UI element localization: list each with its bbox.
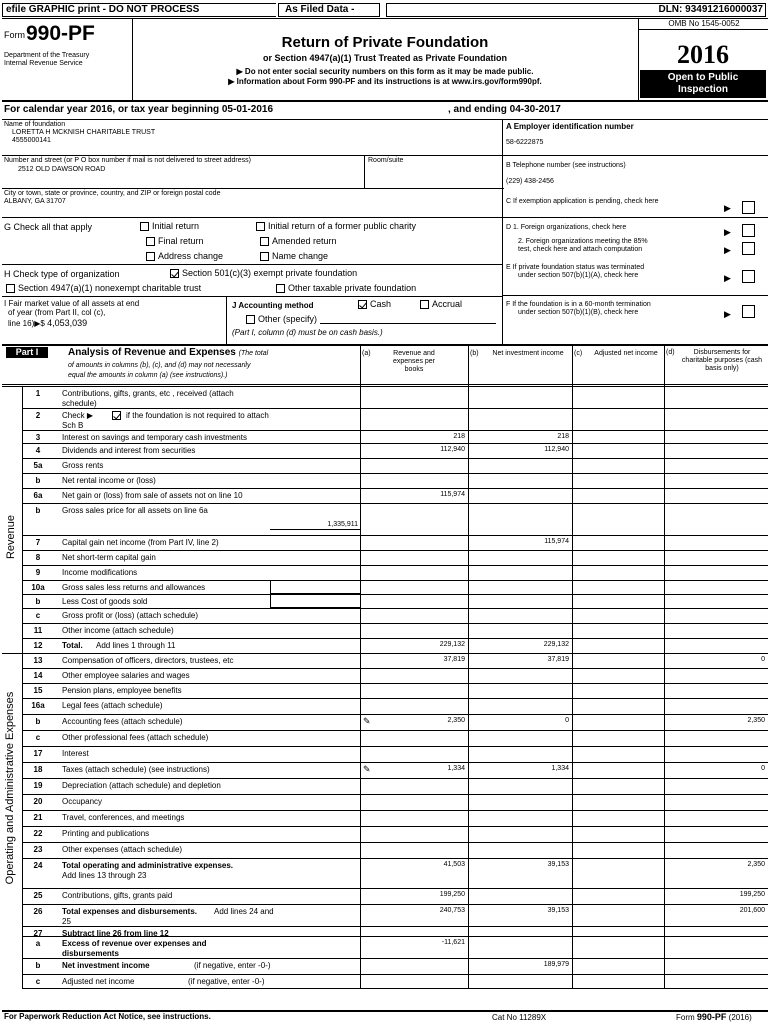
footer-cat: Cat No 11289X — [492, 1013, 547, 1022]
note-ssn: ▶ Do not enter social security numbers on this form as it may be made public. — [236, 67, 534, 76]
gross-sales-value: 1,335,911 — [327, 521, 358, 528]
j-cash-option[interactable]: Cash — [358, 299, 391, 309]
line-description: Other professional fees (attach schedule) — [62, 733, 209, 742]
footer-form: Form 990-PF (2016) — [676, 1012, 752, 1022]
checkbox-c[interactable] — [742, 201, 755, 214]
e-label-2: under section 507(b)(1)(A), check here — [518, 272, 639, 279]
col-b-value: 115,974 — [544, 538, 569, 545]
calendar-year-line: For calendar year 2016, or tax year beginning 05-01-2016 — [4, 104, 274, 115]
col-d-value: 2,350 — [747, 717, 765, 724]
line-description-rest: (if negative, enter -0-) — [194, 961, 271, 970]
col-b-header: (b) Net investment income — [470, 350, 564, 357]
foundation-name: LORETTA H MCKNISH CHARITABLE TRUST — [12, 129, 156, 136]
checkbox-checked-icon — [170, 269, 179, 278]
line-description: Dividends and interest from securities — [62, 446, 196, 455]
col-d-value: 0 — [761, 765, 765, 772]
line-description: Other income (attach schedule) — [62, 626, 174, 635]
line-number: 2 — [35, 411, 41, 420]
g-initial-return[interactable]: Initial return — [140, 221, 199, 231]
col-d-value: 2,350 — [747, 861, 765, 868]
line-description: Gross profit or (loss) (attach schedule) — [62, 611, 199, 620]
g-amended-return[interactable]: Amended return — [260, 236, 337, 246]
fmv-value: 4,053,039 — [47, 318, 88, 328]
line-number: c — [35, 611, 41, 620]
name-label: Name of foundation — [4, 121, 66, 128]
h-501c3-option[interactable]: Section 501(c)(3) exempt private foundation — [170, 268, 357, 278]
line-description-cont: Sch B — [62, 421, 84, 430]
line-number: a — [35, 939, 41, 948]
col-d-value: 201,600 — [739, 907, 765, 914]
d2-label-2: test, check here and attach computation — [518, 246, 643, 253]
section-rule — [2, 653, 22, 654]
col-b-value: 39,153 — [547, 861, 569, 868]
line-description: Net rental income or (loss) — [62, 476, 156, 485]
part1-title: Analysis of Revenue and Expenses (The total — [68, 347, 269, 358]
row-rule — [22, 550, 768, 551]
banner-left: efile GRAPHIC print - DO NOT PROCESS — [6, 4, 200, 15]
checkbox-icon — [260, 237, 269, 246]
f-label-2: under section 507(b)(1)(B), check here — [518, 309, 639, 316]
col-b-value: 39,153 — [547, 907, 569, 914]
row-rule — [22, 623, 768, 624]
g-final-return[interactable]: Final return — [146, 236, 204, 246]
checkbox-icon — [140, 222, 149, 231]
row-rule — [22, 503, 768, 504]
row-rule — [22, 904, 768, 905]
note-info[interactable]: ▶ Information about Form 990-PF and its instructions is at www.irs.gov/form990pf. — [228, 77, 542, 86]
line-description: Gross sales less returns and allowances — [62, 583, 206, 592]
checkbox-line2[interactable] — [112, 411, 121, 420]
line-description: Adjusted net income — [62, 977, 135, 986]
line-number: 15 — [33, 686, 43, 695]
line-description: Gross rents — [62, 461, 104, 470]
checkbox-icon — [260, 252, 269, 261]
room-label: Room/suite — [368, 157, 404, 164]
arrow-f: ▶ — [724, 309, 731, 319]
col-d-value: 199,250 — [739, 891, 765, 898]
col-a-value: 115,974 — [440, 491, 465, 498]
line-description: Occupancy — [62, 797, 103, 806]
line-description: Interest on savings and temporary cash investments — [62, 433, 247, 442]
line-number: 14 — [33, 671, 43, 680]
line-number: 11 — [33, 626, 43, 635]
checkbox-icon — [246, 315, 255, 324]
line-number: 13 — [33, 656, 43, 665]
col-a-value: 1,334 — [447, 765, 465, 772]
banner-mid: As Filed Data - — [278, 3, 380, 17]
attachment-icon[interactable]: ✎ — [363, 764, 371, 774]
g-name-change[interactable]: Name change — [260, 251, 328, 261]
line-number: 22 — [33, 829, 43, 838]
g-address-change[interactable]: Address change — [146, 251, 223, 261]
line-description-cont: disbursements — [62, 949, 119, 958]
row-rule — [22, 668, 768, 669]
city-label: City or town, state or province, country, and ZIP or foreign postal code — [4, 190, 221, 197]
part1-sub-2: of amounts in columns (b), (c), and (d) may not necessarily — [68, 362, 251, 369]
col-b-value: 218 — [557, 433, 569, 440]
row-rule — [22, 608, 768, 609]
line-description: Other employee salaries and wages — [62, 671, 190, 680]
line-number: b — [35, 717, 41, 726]
line-number: 16a — [31, 701, 45, 710]
arrow-c: ▶ — [724, 203, 731, 213]
line-description: Taxes (attach schedule) (see instructions) — [62, 765, 210, 774]
col-rule — [360, 344, 361, 988]
arrow-e: ▶ — [724, 273, 731, 283]
line-number: b — [35, 961, 41, 970]
line2-text: if the foundation is not required to attach — [126, 411, 269, 420]
col-a-value: 240,753 — [439, 907, 465, 914]
line-description-cont: Add lines 13 through 23 — [62, 871, 147, 880]
g-label: G Check all that apply — [4, 222, 93, 232]
line-number: 23 — [33, 845, 43, 854]
line-description: Accounting fees (attach schedule) — [62, 717, 183, 726]
section-rule — [2, 386, 22, 387]
row-rule — [22, 535, 768, 536]
line-number: 4 — [35, 446, 41, 455]
checkbox-checked-icon — [358, 300, 367, 309]
row-rule — [22, 698, 768, 699]
checkbox-icon — [146, 237, 155, 246]
side-rule — [22, 386, 23, 988]
line-description: Subtract line 26 from line 12 — [62, 929, 169, 938]
line-number: 8 — [35, 553, 41, 562]
checkbox-icon — [420, 300, 429, 309]
line-description: Net investment income — [62, 961, 150, 970]
line-number: b — [35, 597, 41, 606]
line-description: Depreciation (attach schedule) and depletion — [62, 781, 221, 790]
line-description: Printing and publications — [62, 829, 150, 838]
row-rule — [22, 683, 768, 684]
part1-sub-3: equal the amounts in column (a) (see instructions).) — [68, 372, 228, 379]
line-description-rest: (if negative, enter -0-) — [188, 977, 265, 986]
line-number: 1 — [35, 389, 41, 398]
line-description: Interest — [62, 749, 89, 758]
banner-right: DLN: 93491216000037 — [386, 3, 766, 17]
col-a-value: 41,503 — [443, 861, 465, 868]
row-rule — [22, 858, 768, 859]
checkbox-d1[interactable] — [742, 224, 755, 237]
line-number: 5a — [33, 461, 43, 470]
row-rule — [22, 778, 768, 779]
line-description-rest: Add lines 24 and — [214, 907, 274, 916]
line-description: Total. — [62, 641, 83, 650]
checkbox-f[interactable] — [742, 305, 755, 318]
col-a-value: 199,250 — [439, 891, 465, 898]
col-b-value: 229,132 — [543, 641, 569, 648]
row-rule — [22, 408, 768, 409]
col-b-value: 0 — [565, 717, 569, 724]
line-description-rest: Add lines 1 through 11 — [96, 641, 176, 650]
inner-rule — [270, 529, 360, 530]
row-rule — [22, 810, 768, 811]
line-description: Other expenses (attach schedule) — [62, 845, 183, 854]
row-rule — [22, 488, 768, 489]
col-a-value: 218 — [453, 433, 465, 440]
col-a-value: 37,819 — [443, 656, 465, 663]
col-rule — [572, 344, 573, 988]
part1-tag: Part I — [6, 347, 48, 358]
foundation-id: 4555000141 — [12, 137, 51, 144]
d2-label-1: 2. Foreign organizations meeting the 85% — [518, 238, 648, 245]
form-label: Form — [4, 30, 25, 40]
row-rule — [22, 730, 768, 731]
col-b-value: 37,819 — [547, 656, 569, 663]
inner-rule — [270, 594, 271, 608]
footer-paperwork: For Paperwork Reduction Act Notice, see instructions. — [4, 1012, 211, 1021]
line-description: Legal fees (attach schedule) — [62, 701, 163, 710]
col-b-value: 189,979 — [543, 961, 569, 968]
attachment-icon[interactable]: ✎ — [363, 716, 371, 726]
j-label: J Accounting method — [232, 301, 314, 310]
row-rule — [22, 762, 768, 763]
row-rule — [22, 842, 768, 843]
row-rule — [22, 580, 768, 581]
header-rule — [2, 384, 768, 385]
form-number: 990-PF — [26, 22, 95, 45]
line-number: 19 — [33, 781, 43, 790]
line-description: Compensation of officers, directors, trustees, etc — [62, 656, 234, 665]
col-a-header: (a) Revenue and expenses per books — [362, 350, 436, 373]
dept-line-2: Internal Revenue Service — [4, 60, 83, 67]
line-number: 20 — [33, 797, 43, 806]
col-a-value: 2,350 — [447, 717, 465, 724]
line-description: Contributions, gifts, grants paid — [62, 891, 173, 900]
phone-label: B Telephone number (see instructions) — [506, 162, 626, 169]
row-rule — [22, 653, 768, 654]
line-description: Travel, conferences, and meetings — [62, 813, 185, 822]
line-number: 21 — [33, 813, 43, 822]
line-number: 26 — [33, 907, 43, 916]
line-description: Net gain or (loss) from sale of assets not on line 10 — [62, 491, 243, 500]
open-line-1: Open to Public — [667, 72, 739, 83]
e-label-1: E If private foundation status was terminated — [506, 264, 645, 271]
line-number: 9 — [35, 568, 41, 577]
i-label-2: of year (from Part II, col (c), — [8, 308, 106, 317]
line-description: Net short-term capital gain — [62, 553, 156, 562]
arrow-d1: ▶ — [724, 227, 731, 237]
line-number: 12 — [33, 641, 43, 650]
i-label-1: I Fair market value of all assets at end — [4, 299, 140, 308]
col-b-value: 1,334 — [551, 765, 569, 772]
col-rule — [664, 344, 665, 988]
checkbox-icon — [146, 252, 155, 261]
open-line-2: Inspection — [677, 84, 728, 95]
line-number: c — [35, 977, 41, 986]
form-subtitle: or Section 4947(a)(1) Trust Treated as Private Foundation — [262, 53, 508, 63]
line-description: Gross sales price for all assets on line 6a — [62, 506, 208, 515]
line-number: 27 — [33, 929, 43, 938]
d1-label: D 1. Foreign organizations, check here — [506, 224, 627, 231]
form-title: Return of Private Foundation — [281, 34, 489, 51]
col-a-value: 112,940 — [440, 446, 465, 453]
row-rule — [22, 826, 768, 827]
calendar-ending: , and ending 04-30-2017 — [448, 104, 561, 115]
line-number: c — [35, 733, 41, 742]
row-rule — [22, 888, 768, 889]
line-description: Excess of revenue over expenses and — [62, 939, 207, 948]
h-other-taxable-option[interactable]: Other taxable private foundation — [276, 283, 416, 293]
line-number: 7 — [35, 538, 41, 547]
revenue-side-label: Revenue — [5, 514, 17, 560]
row-rule — [22, 565, 768, 566]
col-d-value: 0 — [761, 656, 765, 663]
line-number: 3 — [35, 433, 41, 442]
col-d-header: (d) Disbursements for charitable purposes (cash basis only) — [666, 349, 763, 372]
line-number: 25 — [33, 891, 43, 900]
checkbox-icon — [256, 222, 265, 231]
line-description-cont: 25 — [62, 917, 71, 926]
row-rule — [22, 936, 768, 937]
street-label: Number and street (or P O box number if mail is not delivered to street address) — [4, 157, 251, 164]
arrow-d2: ▶ — [724, 245, 731, 255]
row-rule — [22, 974, 768, 975]
col-rule — [468, 344, 469, 988]
line-number: 18 — [33, 765, 43, 774]
row-rule — [22, 638, 768, 639]
ein-label: A Employer identification number — [506, 122, 634, 131]
line-description: Less Cost of goods sold — [62, 597, 148, 606]
checkbox-icon — [6, 284, 15, 293]
j-other-option[interactable]: Other (specify) — [246, 314, 317, 324]
h-label: H Check type of organization — [4, 269, 120, 279]
line-number: 24 — [33, 861, 43, 870]
f-label-1: F If the foundation is in a 60-month termination — [506, 301, 651, 308]
row-rule — [22, 794, 768, 795]
dept-line-1: Department of the Treasury — [4, 52, 90, 59]
col-b-value: 112,940 — [544, 446, 569, 453]
checkbox-d2[interactable] — [742, 242, 755, 255]
row-rule — [22, 473, 768, 474]
line-number: 17 — [33, 749, 43, 758]
omb-number: OMB No 1545-0052 — [668, 19, 740, 28]
j-note: (Part I, column (d) must be on cash basis.) — [232, 328, 383, 337]
row-rule — [22, 746, 768, 747]
row-rule — [22, 430, 768, 431]
line-number: b — [35, 476, 41, 485]
street-value: 2512 OLD DAWSON ROAD — [18, 166, 106, 173]
banner-box — [2, 3, 276, 17]
phone-value: (229) 438-2456 — [506, 178, 554, 185]
row-rule — [22, 714, 768, 715]
col-c-header: (c) Adjusted net income — [574, 350, 658, 357]
row-rule — [22, 458, 768, 459]
line-description: Check ▶ — [62, 411, 94, 420]
city-value: ALBANY, GA 31707 — [4, 198, 66, 205]
tax-year: 2016 — [677, 40, 729, 69]
row-rule — [22, 988, 768, 989]
checkbox-icon — [276, 284, 285, 293]
line-description-cont: schedule) — [62, 399, 97, 408]
line-description: Capital gain net income (from Part IV, line 2) — [62, 538, 219, 547]
row-rule — [22, 594, 768, 595]
line-description: Total expenses and disbursements. — [62, 907, 198, 916]
line-description: Income modifications — [62, 568, 138, 577]
row-rule — [22, 926, 768, 927]
line-description: Pension plans, employee benefits — [62, 686, 182, 695]
inner-rule — [270, 580, 271, 594]
row-rule — [22, 386, 768, 387]
expenses-side-label: Operating and Administrative Expenses — [4, 691, 16, 885]
line-description: Contributions, gifts, grants, etc , received (attach — [62, 389, 234, 398]
col-a-value: -11,621 — [441, 939, 465, 946]
line-description: Total operating and administrative expenses. — [62, 861, 234, 870]
g-initial-return-former[interactable]: Initial return of a former public charity — [256, 221, 416, 231]
col-a-value: 229,132 — [439, 641, 465, 648]
checkbox-e[interactable] — [742, 270, 755, 283]
exemption-pending-label: C If exemption application is pending, check here — [506, 198, 659, 205]
row-rule — [22, 958, 768, 959]
i-label-3: line 16)▶$ 4,053,039 — [8, 318, 88, 328]
ein-value: 58-6222875 — [506, 139, 544, 146]
line-number: b — [35, 506, 41, 515]
j-accrual-option[interactable]: Accrual — [420, 299, 462, 309]
line-number: 6a — [33, 491, 43, 500]
row-rule — [22, 443, 768, 444]
line-number: 10a — [31, 583, 45, 592]
h-4947-option[interactable]: Section 4947(a)(1) nonexempt charitable trust — [6, 283, 201, 293]
open-to-public-badge — [640, 70, 766, 98]
